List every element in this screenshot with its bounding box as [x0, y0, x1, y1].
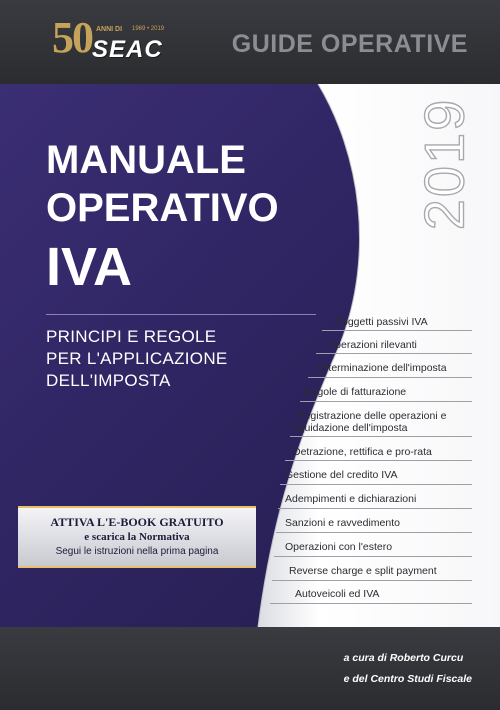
- topic-item: Adempimenti e dichiarazioni: [285, 493, 417, 505]
- edition-year: [412, 97, 476, 231]
- logo-anni-label: ANNI DI: [96, 26, 123, 33]
- ebook-heading: ATTIVA L'E-BOOK GRATUITO: [50, 515, 224, 529]
- credits-line-1: a cura di Roberto Curcu: [343, 652, 464, 664]
- subtitle: [46, 326, 296, 392]
- title-divider: [46, 314, 316, 315]
- ebook-instructions: Segui le istruzioni nella prima pagina: [55, 546, 219, 557]
- subtitle-line-2: PER L'APPLICAZIONE: [46, 349, 228, 368]
- topic-item: Reverse charge e split payment: [289, 565, 437, 577]
- topic-item: Sanzioni e ravvedimento: [285, 517, 400, 529]
- topic-item: Operazioni con l'estero: [285, 541, 393, 553]
- topic-item: Autoveicoli ed IVA: [295, 588, 380, 600]
- top-band: [0, 0, 500, 84]
- topic-item: Soggetti passivi IVA: [335, 316, 428, 328]
- ebook-subheading: e scarica la Normativa: [84, 531, 190, 543]
- title-line-2: OPERATIVO: [46, 186, 279, 230]
- title-line-1: MANUALE: [46, 138, 246, 182]
- logo-years: 1969 • 2019: [132, 26, 165, 32]
- topic-item: Detrazione, rettifica e pro-rata: [293, 446, 432, 458]
- topic-item: Gestione del credito IVA: [285, 469, 398, 481]
- topic-item: Regole di fatturazione: [304, 386, 407, 398]
- logo-anniversary: 50: [52, 13, 92, 62]
- title-line-3: IVA: [46, 237, 133, 297]
- series-title: GUIDE OPERATIVE: [231, 30, 468, 58]
- topic-item: Determinazione dell'imposta: [315, 362, 447, 374]
- ebook-callout: [18, 506, 256, 568]
- credits-line-2: e del Centro Studi Fiscale: [343, 673, 472, 685]
- subtitle-line-1: PRINCIPI E REGOLE: [46, 327, 217, 346]
- topic-item: liquidazione dell'imposta: [294, 422, 408, 434]
- topic-item: Operazioni rilevanti: [327, 339, 417, 351]
- logo-brand: SEAC: [92, 36, 163, 63]
- credits: [344, 648, 472, 690]
- publisher-logo: [52, 14, 182, 70]
- edition-year-text: 2019: [412, 97, 476, 231]
- topic-item: Registrazione delle operazioni e: [297, 410, 447, 422]
- subtitle-line-3: DELL'IMPOSTA: [46, 371, 171, 390]
